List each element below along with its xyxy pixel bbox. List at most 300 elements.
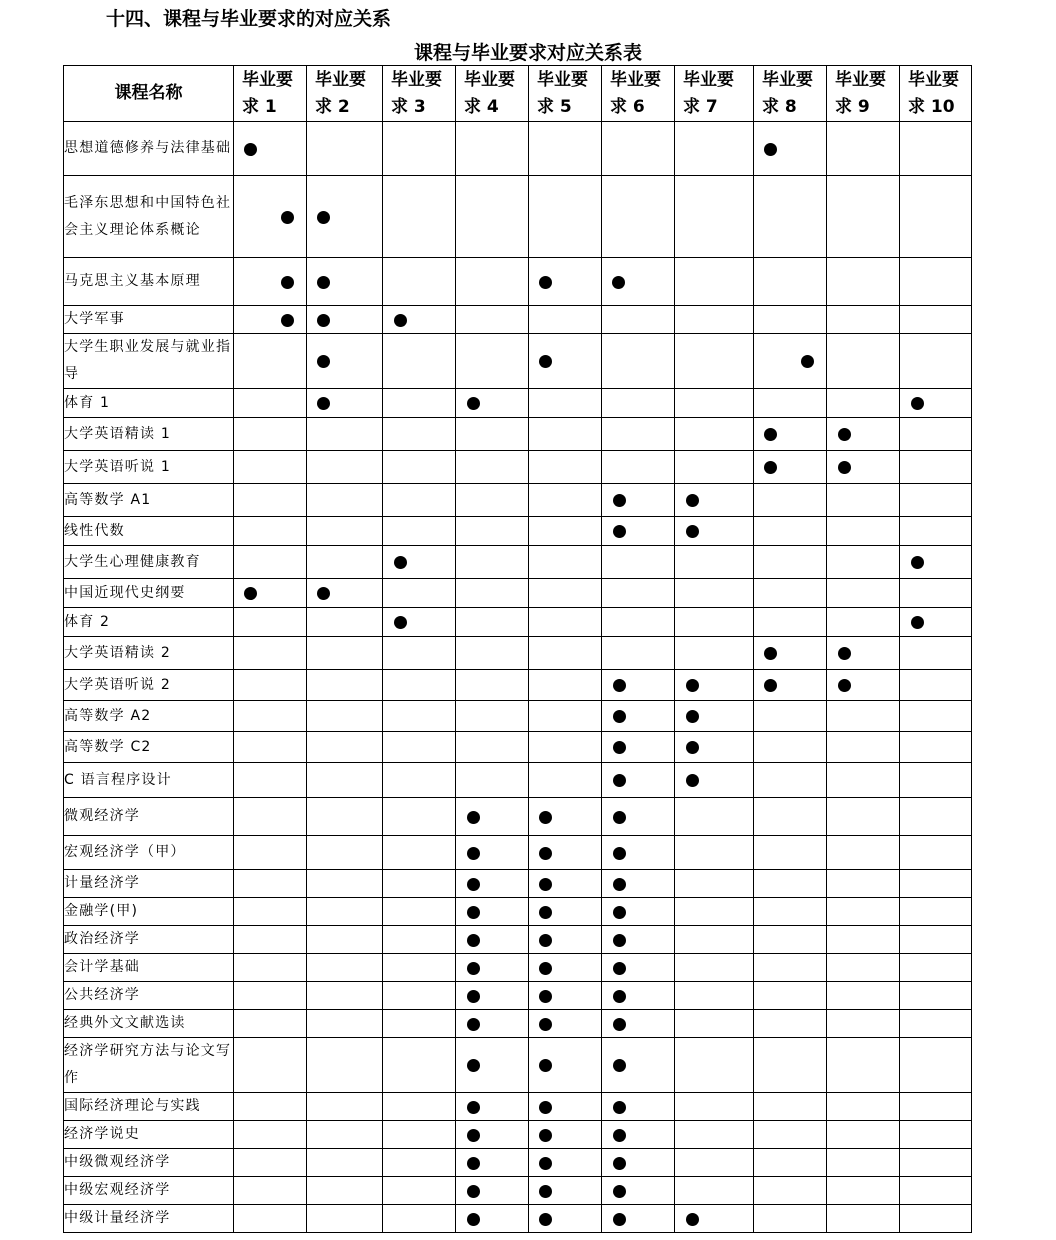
course-name-cell: 公共经济学 [64, 982, 234, 1010]
requirement-cell-3 [383, 763, 456, 798]
requirement-cell-1 [234, 954, 307, 982]
requirement-cell-3 [383, 870, 456, 898]
requirement-header-7 [675, 66, 754, 122]
requirement-cell-2 [307, 389, 383, 418]
course-name-cell: 大学英语精读 1 [64, 418, 234, 451]
requirement-cell-10 [900, 517, 972, 546]
requirement-header-line1: 毕业要 [464, 70, 515, 90]
requirement-cell-9 [827, 1093, 900, 1121]
requirement-cell-6 [602, 1038, 675, 1093]
requirement-cell-2 [307, 1038, 383, 1093]
table-row [64, 484, 972, 517]
mapping-dot-icon [613, 741, 626, 754]
mapping-dot-icon [467, 962, 480, 975]
requirement-header-line2: 求 6 [610, 97, 645, 117]
requirement-cell-5 [529, 870, 602, 898]
mapping-dot-icon [764, 647, 777, 660]
requirement-cell-9 [827, 418, 900, 451]
requirement-cell-8 [754, 418, 827, 451]
requirement-cell-8 [754, 637, 827, 670]
requirement-cell-9 [827, 389, 900, 418]
requirement-cell-5 [529, 389, 602, 418]
requirement-cell-10 [900, 798, 972, 836]
requirement-cell-5 [529, 306, 602, 334]
requirement-cell-6 [602, 1010, 675, 1038]
table-row [64, 176, 972, 258]
mapping-dot-icon [838, 428, 851, 441]
requirement-cell-8 [754, 670, 827, 701]
requirement-header-5 [529, 66, 602, 122]
requirement-cell-10 [900, 1093, 972, 1121]
table-row [64, 637, 972, 670]
mapping-dot-icon [613, 811, 626, 824]
requirement-header-line2: 求 2 [315, 97, 350, 117]
requirement-cell-4 [456, 836, 529, 870]
course-name-cell: 大学英语听说 2 [64, 670, 234, 701]
requirement-cell-9 [827, 306, 900, 334]
requirement-cell-3 [383, 954, 456, 982]
requirement-cell-5 [529, 798, 602, 836]
requirement-header-line1: 毕业要 [683, 70, 734, 90]
requirement-cell-6 [602, 926, 675, 954]
requirement-cell-10 [900, 1149, 972, 1177]
requirement-cell-3 [383, 451, 456, 484]
course-name-cell: 高等数学 A2 [64, 701, 234, 732]
requirement-cell-10 [900, 1010, 972, 1038]
mapping-dot-icon [394, 616, 407, 629]
requirement-cell-5 [529, 637, 602, 670]
requirement-cell-3 [383, 1177, 456, 1205]
requirement-cell-4 [456, 701, 529, 732]
mapping-dot-icon [539, 906, 552, 919]
requirement-cell-2 [307, 982, 383, 1010]
requirement-cell-3 [383, 176, 456, 258]
requirement-cell-7 [675, 389, 754, 418]
requirement-cell-1 [234, 451, 307, 484]
mapping-dot-icon [539, 811, 552, 824]
mapping-dot-icon [764, 428, 777, 441]
requirement-header-line2: 求 8 [762, 97, 797, 117]
requirement-cell-7 [675, 1205, 754, 1233]
requirement-cell-1 [234, 870, 307, 898]
requirement-cell-5 [529, 954, 602, 982]
requirement-cell-2 [307, 1093, 383, 1121]
requirement-cell-7 [675, 579, 754, 608]
requirement-cell-10 [900, 1177, 972, 1205]
requirement-cell-2 [307, 898, 383, 926]
mapping-dot-icon [613, 1101, 626, 1114]
requirement-cell-9 [827, 258, 900, 306]
requirement-cell-7 [675, 763, 754, 798]
mapping-dot-icon [613, 679, 626, 692]
table-row [64, 1149, 972, 1177]
requirement-cell-5 [529, 732, 602, 763]
mapping-dot-icon [244, 587, 257, 600]
mapping-dot-icon [467, 906, 480, 919]
course-name-cell: 大学英语精读 2 [64, 637, 234, 670]
course-requirement-table [63, 65, 972, 1233]
requirement-cell-2 [307, 1149, 383, 1177]
table-row [64, 579, 972, 608]
requirement-cell-10 [900, 870, 972, 898]
requirement-cell-1 [234, 334, 307, 389]
requirement-cell-6 [602, 306, 675, 334]
requirement-cell-8 [754, 451, 827, 484]
requirement-cell-4 [456, 898, 529, 926]
requirement-cell-2 [307, 122, 383, 176]
requirement-cell-9 [827, 334, 900, 389]
mapping-dot-icon [539, 1129, 552, 1142]
table-row [64, 836, 972, 870]
requirement-header-line1: 毕业要 [835, 70, 886, 90]
requirement-cell-9 [827, 1038, 900, 1093]
requirement-cell-2 [307, 798, 383, 836]
requirement-cell-8 [754, 484, 827, 517]
requirement-cell-9 [827, 732, 900, 763]
requirement-header-line2: 求 4 [464, 97, 499, 117]
requirement-cell-8 [754, 176, 827, 258]
requirement-cell-9 [827, 608, 900, 637]
requirement-cell-4 [456, 418, 529, 451]
requirement-cell-4 [456, 1038, 529, 1093]
requirement-cell-10 [900, 926, 972, 954]
requirement-header-line1: 毕业要 [537, 70, 588, 90]
mapping-dot-icon [613, 847, 626, 860]
requirement-header-line2: 求 7 [683, 97, 718, 117]
requirement-cell-3 [383, 1205, 456, 1233]
course-name-cell: C 语言程序设计 [64, 763, 234, 798]
requirement-cell-6 [602, 637, 675, 670]
requirement-cell-1 [234, 389, 307, 418]
requirement-cell-6 [602, 451, 675, 484]
requirement-cell-6 [602, 484, 675, 517]
mapping-dot-icon [317, 314, 330, 327]
mapping-dot-icon [539, 1157, 552, 1170]
course-name-cell: 大学英语听说 1 [64, 451, 234, 484]
requirement-cell-7 [675, 517, 754, 546]
course-name-cell: 线性代数 [64, 517, 234, 546]
mapping-dot-icon [467, 1101, 480, 1114]
requirement-cell-4 [456, 637, 529, 670]
requirement-cell-10 [900, 122, 972, 176]
course-name-cell: 思想道德修养与法律基础 [64, 122, 234, 176]
requirement-cell-9 [827, 898, 900, 926]
requirement-cell-5 [529, 579, 602, 608]
requirement-cell-2 [307, 484, 383, 517]
requirement-cell-2 [307, 1010, 383, 1038]
requirement-cell-6 [602, 258, 675, 306]
course-name-cell: 高等数学 A1 [64, 484, 234, 517]
requirement-cell-7 [675, 306, 754, 334]
requirement-cell-6 [602, 1093, 675, 1121]
requirement-cell-6 [602, 176, 675, 258]
requirement-cell-5 [529, 1121, 602, 1149]
requirement-cell-5 [529, 122, 602, 176]
requirement-cell-10 [900, 637, 972, 670]
mapping-dot-icon [613, 710, 626, 723]
requirement-cell-5 [529, 418, 602, 451]
mapping-dot-icon [281, 211, 294, 224]
requirement-cell-5 [529, 1149, 602, 1177]
requirement-cell-3 [383, 608, 456, 637]
requirement-cell-1 [234, 546, 307, 579]
requirement-cell-9 [827, 451, 900, 484]
table-row [64, 546, 972, 579]
requirement-cell-4 [456, 1121, 529, 1149]
requirement-cell-5 [529, 701, 602, 732]
requirement-cell-1 [234, 258, 307, 306]
requirement-cell-8 [754, 898, 827, 926]
course-name-cell: 经典外文文献选读 [64, 1010, 234, 1038]
requirement-cell-10 [900, 1038, 972, 1093]
mapping-dot-icon [539, 934, 552, 947]
requirement-cell-3 [383, 898, 456, 926]
requirement-cell-10 [900, 1205, 972, 1233]
requirement-header-line2: 求 3 [391, 97, 426, 117]
mapping-dot-icon [317, 276, 330, 289]
requirement-cell-6 [602, 608, 675, 637]
requirement-cell-1 [234, 982, 307, 1010]
course-name-cell: 大学生心理健康教育 [64, 546, 234, 579]
requirement-cell-4 [456, 1093, 529, 1121]
requirement-cell-4 [456, 870, 529, 898]
mapping-dot-icon [613, 1157, 626, 1170]
mapping-dot-icon [467, 1213, 480, 1226]
requirement-cell-9 [827, 1177, 900, 1205]
mapping-dot-icon [613, 962, 626, 975]
table-row [64, 517, 972, 546]
requirement-cell-8 [754, 926, 827, 954]
requirement-cell-2 [307, 670, 383, 701]
requirement-cell-9 [827, 954, 900, 982]
mapping-dot-icon [539, 1185, 552, 1198]
requirement-cell-8 [754, 982, 827, 1010]
requirement-cell-5 [529, 1038, 602, 1093]
requirement-cell-6 [602, 517, 675, 546]
course-name-cell: 计量经济学 [64, 870, 234, 898]
mapping-dot-icon [764, 143, 777, 156]
requirement-cell-5 [529, 1010, 602, 1038]
requirement-cell-6 [602, 1177, 675, 1205]
requirement-cell-10 [900, 484, 972, 517]
requirement-cell-6 [602, 870, 675, 898]
requirement-cell-10 [900, 306, 972, 334]
requirement-cell-8 [754, 517, 827, 546]
requirement-cell-1 [234, 1010, 307, 1038]
requirement-header-line1: 毕业要 [610, 70, 661, 90]
requirement-cell-3 [383, 517, 456, 546]
requirement-cell-6 [602, 701, 675, 732]
requirement-cell-6 [602, 1149, 675, 1177]
requirement-cell-3 [383, 579, 456, 608]
requirement-header-line1: 毕业要 [242, 70, 293, 90]
course-name-cell: 体育 1 [64, 389, 234, 418]
requirement-cell-8 [754, 389, 827, 418]
requirement-cell-6 [602, 546, 675, 579]
mapping-dot-icon [467, 1185, 480, 1198]
requirement-header-9 [827, 66, 900, 122]
requirement-cell-7 [675, 836, 754, 870]
course-name-cell: 金融学(甲) [64, 898, 234, 926]
requirement-cell-2 [307, 517, 383, 546]
table-row [64, 1121, 972, 1149]
requirement-cell-3 [383, 122, 456, 176]
mapping-dot-icon [467, 934, 480, 947]
table-row [64, 1177, 972, 1205]
requirement-cell-3 [383, 484, 456, 517]
mapping-dot-icon [686, 741, 699, 754]
requirement-cell-8 [754, 798, 827, 836]
requirement-cell-8 [754, 836, 827, 870]
requirement-cell-10 [900, 334, 972, 389]
requirement-cell-7 [675, 1177, 754, 1205]
requirement-cell-3 [383, 926, 456, 954]
requirement-cell-7 [675, 637, 754, 670]
table-row [64, 389, 972, 418]
requirement-header-6 [602, 66, 675, 122]
mapping-dot-icon [281, 276, 294, 289]
requirement-cell-8 [754, 258, 827, 306]
requirement-cell-5 [529, 608, 602, 637]
mapping-dot-icon [686, 774, 699, 787]
requirement-cell-8 [754, 701, 827, 732]
mapping-dot-icon [613, 906, 626, 919]
requirement-cell-7 [675, 1038, 754, 1093]
requirement-cell-9 [827, 1010, 900, 1038]
mapping-dot-icon [539, 1059, 552, 1072]
mapping-dot-icon [613, 1213, 626, 1226]
requirement-cell-2 [307, 546, 383, 579]
requirement-cell-3 [383, 1010, 456, 1038]
requirement-cell-2 [307, 608, 383, 637]
requirement-cell-10 [900, 258, 972, 306]
requirement-cell-7 [675, 926, 754, 954]
requirement-cell-5 [529, 763, 602, 798]
requirement-cell-3 [383, 798, 456, 836]
mapping-dot-icon [838, 647, 851, 660]
requirement-cell-7 [675, 954, 754, 982]
requirement-cell-2 [307, 176, 383, 258]
section-heading: 十四、课程与毕业要求的对应关系 [106, 8, 392, 30]
mapping-dot-icon [613, 494, 626, 507]
requirement-cell-7 [675, 670, 754, 701]
mapping-dot-icon [539, 276, 552, 289]
requirement-cell-5 [529, 484, 602, 517]
requirement-cell-7 [675, 1149, 754, 1177]
requirement-cell-6 [602, 763, 675, 798]
mapping-dot-icon [613, 1018, 626, 1031]
requirement-cell-4 [456, 926, 529, 954]
mapping-dot-icon [911, 616, 924, 629]
requirement-cell-9 [827, 670, 900, 701]
requirement-cell-5 [529, 1093, 602, 1121]
requirement-cell-9 [827, 836, 900, 870]
requirement-cell-4 [456, 763, 529, 798]
requirement-cell-8 [754, 1010, 827, 1038]
course-name-cell: 毛泽东思想和中国特色社会主义理论体系概论 [64, 176, 234, 258]
requirement-cell-7 [675, 982, 754, 1010]
mapping-dot-icon [467, 811, 480, 824]
requirement-cell-1 [234, 898, 307, 926]
requirement-cell-5 [529, 258, 602, 306]
mapping-dot-icon [838, 679, 851, 692]
requirement-cell-1 [234, 517, 307, 546]
mapping-dot-icon [613, 934, 626, 947]
table-row [64, 898, 972, 926]
requirement-cell-1 [234, 1038, 307, 1093]
requirement-cell-8 [754, 870, 827, 898]
course-name-cell: 经济学说史 [64, 1121, 234, 1149]
requirement-cell-4 [456, 982, 529, 1010]
table-row [64, 122, 972, 176]
requirement-cell-8 [754, 306, 827, 334]
table-row [64, 670, 972, 701]
mapping-dot-icon [394, 314, 407, 327]
requirement-cell-4 [456, 306, 529, 334]
requirement-cell-8 [754, 1093, 827, 1121]
requirement-cell-1 [234, 1121, 307, 1149]
requirement-cell-7 [675, 608, 754, 637]
mapping-dot-icon [801, 355, 814, 368]
requirement-cell-10 [900, 954, 972, 982]
requirement-cell-7 [675, 798, 754, 836]
mapping-dot-icon [281, 314, 294, 327]
requirement-cell-3 [383, 306, 456, 334]
table-row [64, 1205, 972, 1233]
requirement-cell-6 [602, 1121, 675, 1149]
requirement-cell-6 [602, 670, 675, 701]
mapping-dot-icon [764, 679, 777, 692]
requirement-cell-9 [827, 637, 900, 670]
requirement-cell-1 [234, 484, 307, 517]
table-row [64, 926, 972, 954]
requirement-cell-4 [456, 608, 529, 637]
requirement-cell-6 [602, 836, 675, 870]
mapping-dot-icon [838, 461, 851, 474]
requirement-cell-10 [900, 732, 972, 763]
course-name-cell: 会计学基础 [64, 954, 234, 982]
requirement-cell-10 [900, 451, 972, 484]
table-row [64, 608, 972, 637]
requirement-cell-2 [307, 637, 383, 670]
mapping-dot-icon [467, 1157, 480, 1170]
requirement-cell-2 [307, 954, 383, 982]
requirement-cell-6 [602, 122, 675, 176]
mapping-dot-icon [613, 1059, 626, 1072]
requirement-header-line1: 毕业要 [762, 70, 813, 90]
mapping-dot-icon [467, 1059, 480, 1072]
requirement-cell-6 [602, 798, 675, 836]
requirement-cell-8 [754, 1038, 827, 1093]
requirement-cell-4 [456, 1177, 529, 1205]
requirement-cell-7 [675, 451, 754, 484]
requirement-cell-3 [383, 1038, 456, 1093]
requirement-cell-1 [234, 1093, 307, 1121]
mapping-dot-icon [686, 525, 699, 538]
table-row [64, 870, 972, 898]
mapping-dot-icon [686, 710, 699, 723]
requirement-cell-10 [900, 1121, 972, 1149]
requirement-header-8 [754, 66, 827, 122]
mapping-dot-icon [613, 1129, 626, 1142]
requirement-cell-9 [827, 982, 900, 1010]
mapping-dot-icon [539, 962, 552, 975]
course-name-cell: 中国近现代史纲要 [64, 579, 234, 608]
requirement-cell-6 [602, 954, 675, 982]
requirement-header-line2: 求 5 [537, 97, 572, 117]
course-name-cell: 大学军事 [64, 306, 234, 334]
requirement-cell-3 [383, 982, 456, 1010]
